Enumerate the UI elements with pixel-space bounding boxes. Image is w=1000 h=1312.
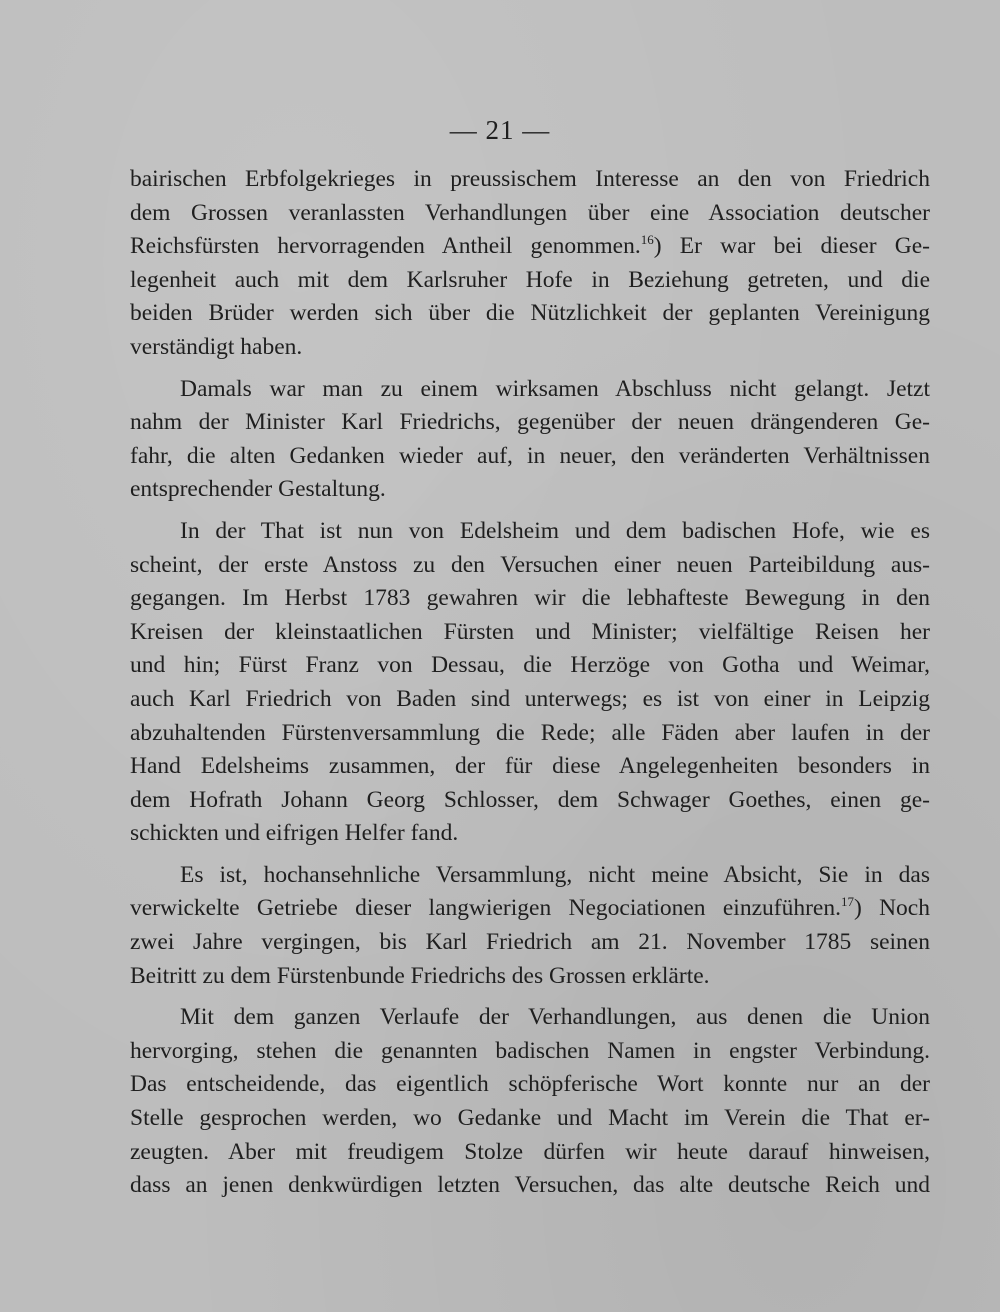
body-text [130, 163, 930, 1211]
text-line: legenheit auch mit dem Karlsruher Hofe in Beziehung getreten, und die [130, 266, 930, 293]
text-line: Es ist, hochansehnliche Versammlung, nicht meine Absicht, Sie in das [180, 861, 930, 888]
text-line [130, 230, 930, 264]
text-line: gegangen. Im Herbst 1783 gewahren wir die lebhafteste Bewegung in den [130, 585, 930, 612]
text-line: Kreisen der kleinstaatlichen Fürsten und Minister; vielfältige Reisen her [130, 618, 930, 645]
text-line: scheint, der erste Anstoss zu den Versuchen einer neuen Parteibildung aus- [130, 551, 930, 578]
page-number: — 21 — [449, 115, 551, 145]
text-line: dem Grossen veranlassten Verhandlungen über eine Association deutscher [130, 199, 930, 226]
text-line: Das entscheidende, das eigentlich schöpferische Wort konnte nur an der [130, 1071, 930, 1098]
text-line: zeugten. Aber mit freudigem Stolze dürfen wir heute darauf hinweisen, [130, 1138, 930, 1165]
text-fragment: ) Noch [853, 895, 930, 922]
text-line: Hand Edelsheims zusammen, der für diese Angelegenheiten besonders in [130, 753, 930, 780]
text-fragment: ) Er war bei dieser Ge- [653, 233, 931, 260]
text-line [130, 892, 930, 926]
text-line: verständigt haben. [130, 333, 303, 360]
paragraph-4 [130, 859, 930, 993]
paragraph-3 [130, 515, 930, 851]
text-line: zwei Jahre vergingen, bis Karl Friedrich am 21. November 1785 seinen [130, 929, 930, 956]
text-line: hervorging, stehen die genannten badischen Namen in engster Verbindung. [130, 1037, 930, 1064]
text-line: nahm der Minister Karl Friedrichs, gegenüber der neuen drängenderen Ge- [130, 409, 930, 436]
text-line: dass an jenen denkwürdigen letzten Versuchen, das alte deutsche Reich und [130, 1172, 930, 1199]
text-fragment: Reichsfürsten hervorragenden Antheil genommen. [130, 233, 641, 260]
text-line: Damals war man zu einem wirksamen Abschluss nicht gelangt. Jetzt [180, 375, 930, 402]
text-line: Beitritt zu dem Fürstenbunde Friedrichs des Grossen erklärte. [130, 962, 710, 989]
text-line: schickten und eifrigen Helfer fand. [130, 820, 459, 847]
text-line: In der That ist nun von Edelsheim und dem badischen Hofe, wie es [180, 517, 930, 544]
paragraph-2 [130, 373, 930, 507]
text-line: Stelle gesprochen werden, wo Gedanke und Macht im Verein die That er- [130, 1105, 930, 1132]
paragraph-5 [130, 1001, 930, 1203]
paragraph-1 [130, 163, 930, 365]
text-line: entsprechender Gestaltung. [130, 476, 386, 503]
text-line: abzuhaltenden Fürstenversammlung die Rede; alle Fäden aber laufen in der [130, 719, 930, 746]
footnote-marker-16: 16 [640, 232, 654, 248]
text-line: bairischen Erbfolgekrieges in preussischem Interesse an den von Friedrich [130, 166, 930, 192]
footnote-marker-17: 17 [840, 894, 854, 910]
text-line: auch Karl Friedrich von Baden sind unterwegs; es ist von einer in Leipzig [130, 685, 930, 712]
text-line: Mit dem ganzen Verlaufe der Verhandlungen, aus denen die Union [180, 1004, 930, 1031]
text-line: beiden Brüder werden sich über die Nützlichkeit der geplanten Vereinigung [130, 300, 930, 327]
text-line: fahr, die alten Gedanken wieder auf, in neuer, den veränderten Verhältnissen [130, 442, 930, 469]
text-line: dem Hofrath Johann Georg Schlosser, dem Schwager Goethes, einen ge- [130, 786, 930, 813]
text-line: und hin; Fürst Franz von Dessau, die Herzöge von Gotha und Weimar, [130, 652, 930, 679]
text-fragment: verwickelte Getriebe dieser langwierigen Negociationen einzuführen. [130, 895, 841, 922]
